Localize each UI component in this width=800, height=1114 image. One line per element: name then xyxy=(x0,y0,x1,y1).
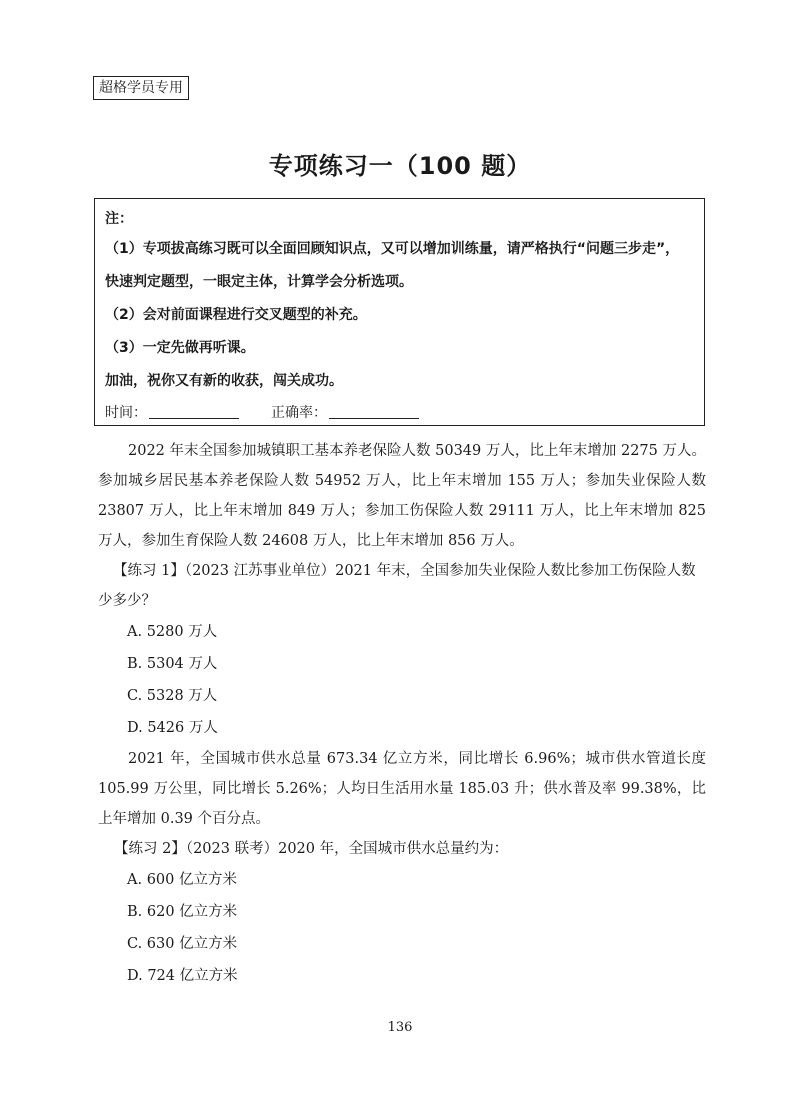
material-paragraph-2: 2021 年，全国城市供水总量 673.34 亿立方米，同比增长 6.96%；城市供水管道长度 105.99 万公里，同比增长 5.26%；人均日生活用水量 185.03 升；供水普及率 99.38%，比上年增加 0.39 个百分点。 xyxy=(98,751,706,827)
notes-heading: 注： xyxy=(105,211,133,227)
student-only-tag: 超格学员专用 xyxy=(93,76,189,100)
question-1-option-a: A. 5280 万人 xyxy=(127,624,218,640)
main-content xyxy=(98,436,706,992)
question-2-option-a: A. 600 亿立方米 xyxy=(127,872,237,888)
page-number: 136 xyxy=(387,1020,413,1035)
note-item-2: （2）会对前面课程进行交叉题型的补充。 xyxy=(105,307,367,323)
question-2-option-c: C. 630 亿立方米 xyxy=(127,936,238,952)
question-2-option-b: B. 620 亿立方米 xyxy=(127,904,238,920)
notes-box xyxy=(94,198,705,426)
accuracy-blank xyxy=(329,404,419,419)
accuracy-label: 正确率： xyxy=(271,405,327,421)
time-label: 时间： xyxy=(105,405,147,421)
question-1-option-c: C. 5328 万人 xyxy=(127,688,218,704)
question-1-option-d: D. 5426 万人 xyxy=(127,720,218,736)
notes-footer xyxy=(105,398,694,428)
question-1-option-b: B. 5304 万人 xyxy=(127,656,218,672)
question-1-stem: 【练习 1】（2023 江苏事业单位）2021 年末，全国参加失业保险人数比参加工伤保险人数少多少？ xyxy=(98,563,696,609)
question-2-stem: 【练习 2】（2023 联考）2020 年，全国城市供水总量约为： xyxy=(114,841,509,857)
page-title: 专项练习一（100 题） xyxy=(268,152,532,180)
question-2-option-d: D. 724 亿立方米 xyxy=(127,968,238,984)
time-blank xyxy=(149,404,239,419)
note-item-1-cont: 快速判定题型，一眼定主体，计算学会分析选项。 xyxy=(105,274,413,290)
note-item-3: （3）一定先做再听课。 xyxy=(105,340,255,356)
note-item-1: （1）专项拔高练习既可以全面回顾知识点，又可以增加训练量，请严格执行“问题三步走”， xyxy=(105,241,680,257)
material-paragraph-1: 2022 年末全国参加城镇职工基本养老保险人数 50349 万人，比上年末增加 2275 万人。参加城乡居民基本养老保险人数 54952 万人，比上年末增加 155 万人；参加失业保险人数 23807 万人，比上年末增加 849 万人；参加工伤保险人数 29111 万人，比上年末增加 825 万人，参加生育保险人数 24608 万人，比上年末增加 856 万人。 xyxy=(98,443,706,549)
note-encouragement: 加油，祝你又有新的收获，闯关成功。 xyxy=(105,373,343,389)
